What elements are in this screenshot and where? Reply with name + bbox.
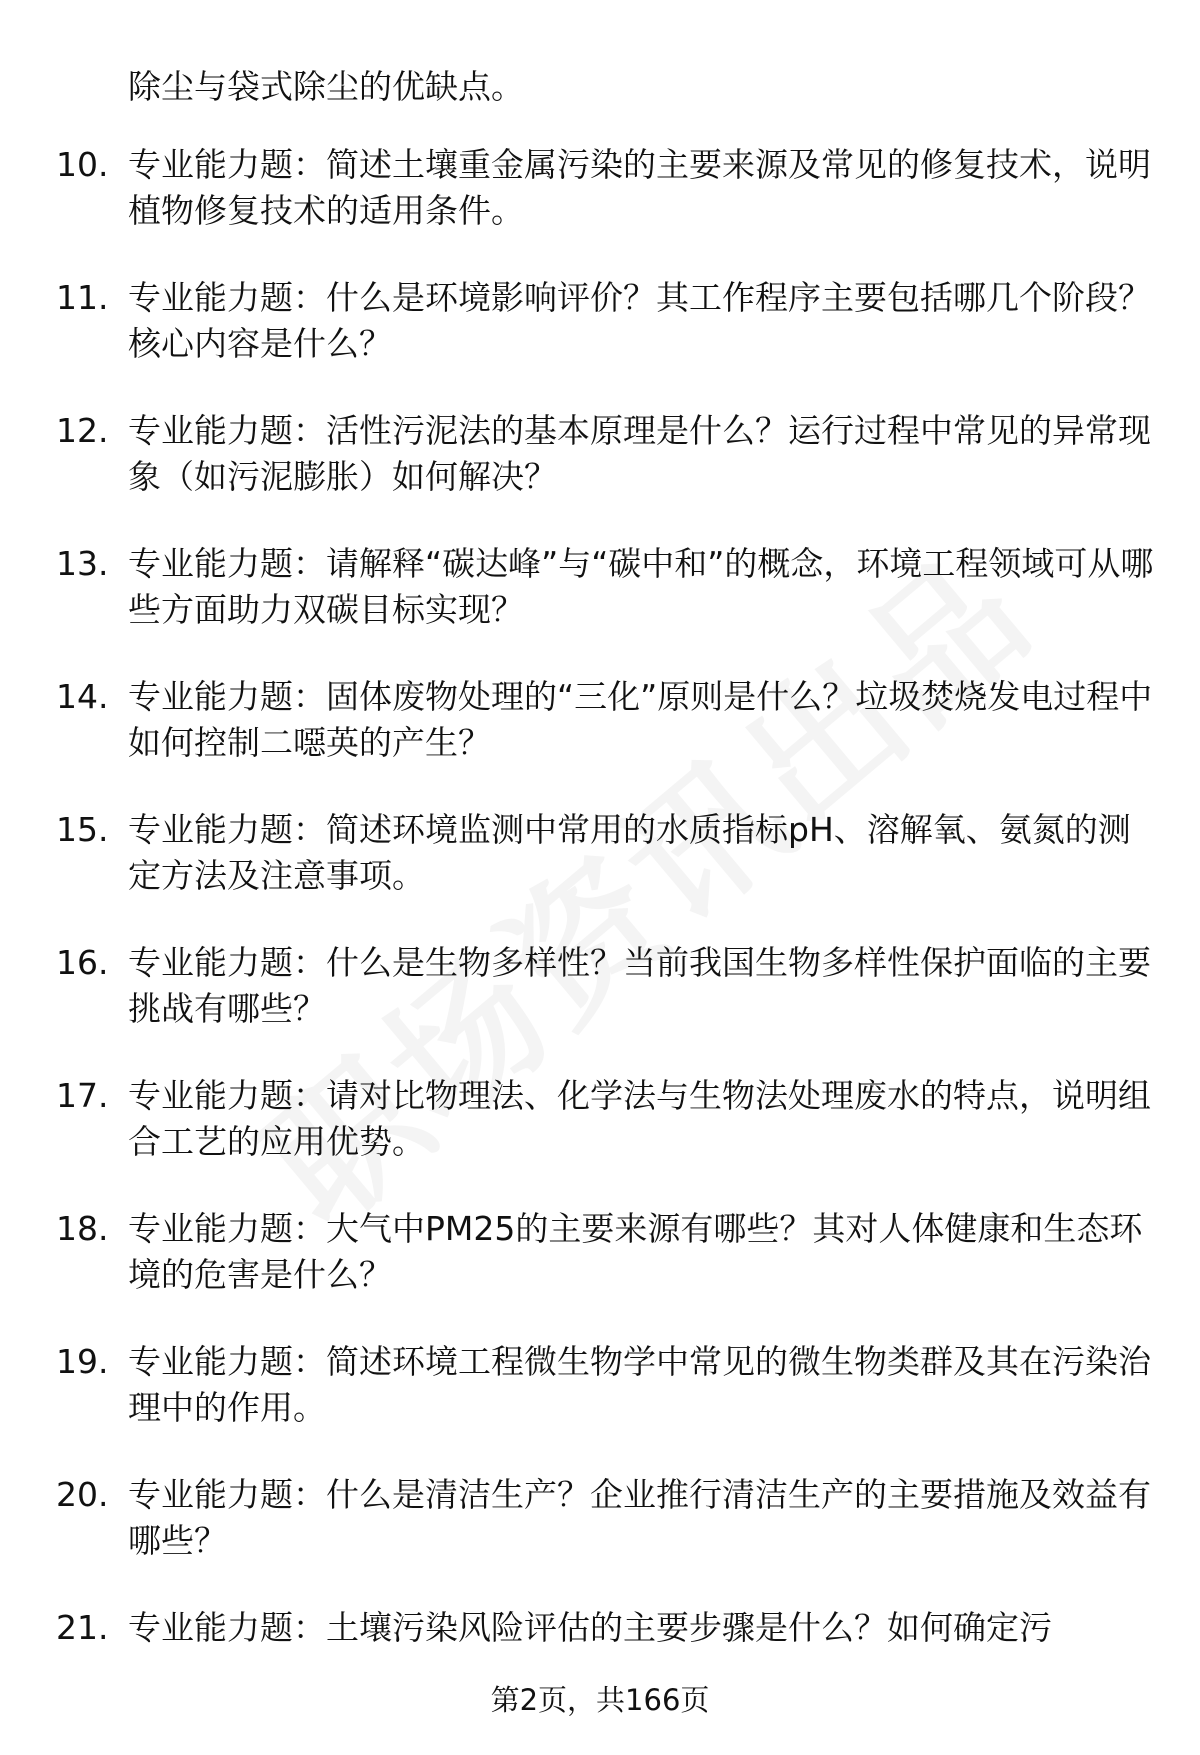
question-text: 专业能力题：土壤污染风险评估的主要步骤是什么？如何确定污: [128, 1608, 1052, 1647]
page-footer: 第2页，共166页: [490, 1683, 710, 1717]
question-number: 19.: [56, 1342, 109, 1381]
question-text: 专业能力题：请对比物理法、化学法与生物法处理废水的特点，说明组合工艺的应用优势。: [128, 1076, 1151, 1161]
question-number: 12.: [56, 411, 109, 450]
question-number: 21.: [56, 1608, 109, 1647]
question-text: 专业能力题：固体废物处理的“三化”原则是什么？垃圾焚烧发电过程中如何控制二噁英的产生？: [128, 677, 1153, 762]
question-text: 专业能力题：什么是清洁生产？企业推行清洁生产的主要措施及效益有哪些？: [128, 1475, 1151, 1560]
question-item: [0, 142, 1200, 231]
question-item: [0, 1472, 1200, 1561]
question-item: [0, 940, 1200, 1029]
question-item: [0, 275, 1200, 364]
question-number: 16.: [56, 943, 109, 982]
question-item: [0, 408, 1200, 497]
question-text: 专业能力题：活性污泥法的基本原理是什么？运行过程中常见的异常现象（如污泥膨胀）如何解决？: [128, 411, 1151, 496]
question-item: [0, 1339, 1200, 1428]
question-number: 15.: [56, 810, 109, 849]
question-number: 18.: [56, 1209, 109, 1248]
question-number: 20.: [56, 1475, 109, 1514]
question-text: 专业能力题：请解释“碳达峰”与“碳中和”的概念，环境工程领域可从哪些方面助力双碳目标实现？: [128, 544, 1154, 629]
question-number: 11.: [56, 278, 109, 317]
continuation-text: 除尘与袋式除尘的优缺点。: [128, 67, 524, 106]
question-item: [0, 1206, 1200, 1295]
question-number: 10.: [56, 145, 109, 184]
question-item: [0, 1073, 1200, 1162]
question-item: [0, 674, 1200, 763]
question-number: 13.: [56, 544, 109, 583]
question-item: [0, 541, 1200, 630]
question-text: 专业能力题：简述环境监测中常用的水质指标pH、溶解氧、氨氮的测定方法及注意事项。: [128, 810, 1131, 895]
question-list: [0, 142, 1200, 1738]
question-text: 专业能力题：什么是环境影响评价？其工作程序主要包括哪几个阶段？核心内容是什么？: [128, 278, 1151, 363]
question-item: [0, 807, 1200, 896]
question-number: 14.: [56, 677, 109, 716]
question-text: 专业能力题：大气中PM25的主要来源有哪些？其对人体健康和生态环境的危害是什么？: [128, 1209, 1143, 1294]
question-text: 专业能力题：什么是生物多样性？当前我国生物多样性保护面临的主要挑战有哪些？: [128, 943, 1151, 1028]
question-text: 专业能力题：简述环境工程微生物学中常见的微生物类群及其在污染治理中的作用。: [128, 1342, 1151, 1427]
question-text: 专业能力题：简述土壤重金属污染的主要来源及常见的修复技术，说明植物修复技术的适用条件。: [128, 145, 1151, 230]
question-number: 17.: [56, 1076, 109, 1115]
